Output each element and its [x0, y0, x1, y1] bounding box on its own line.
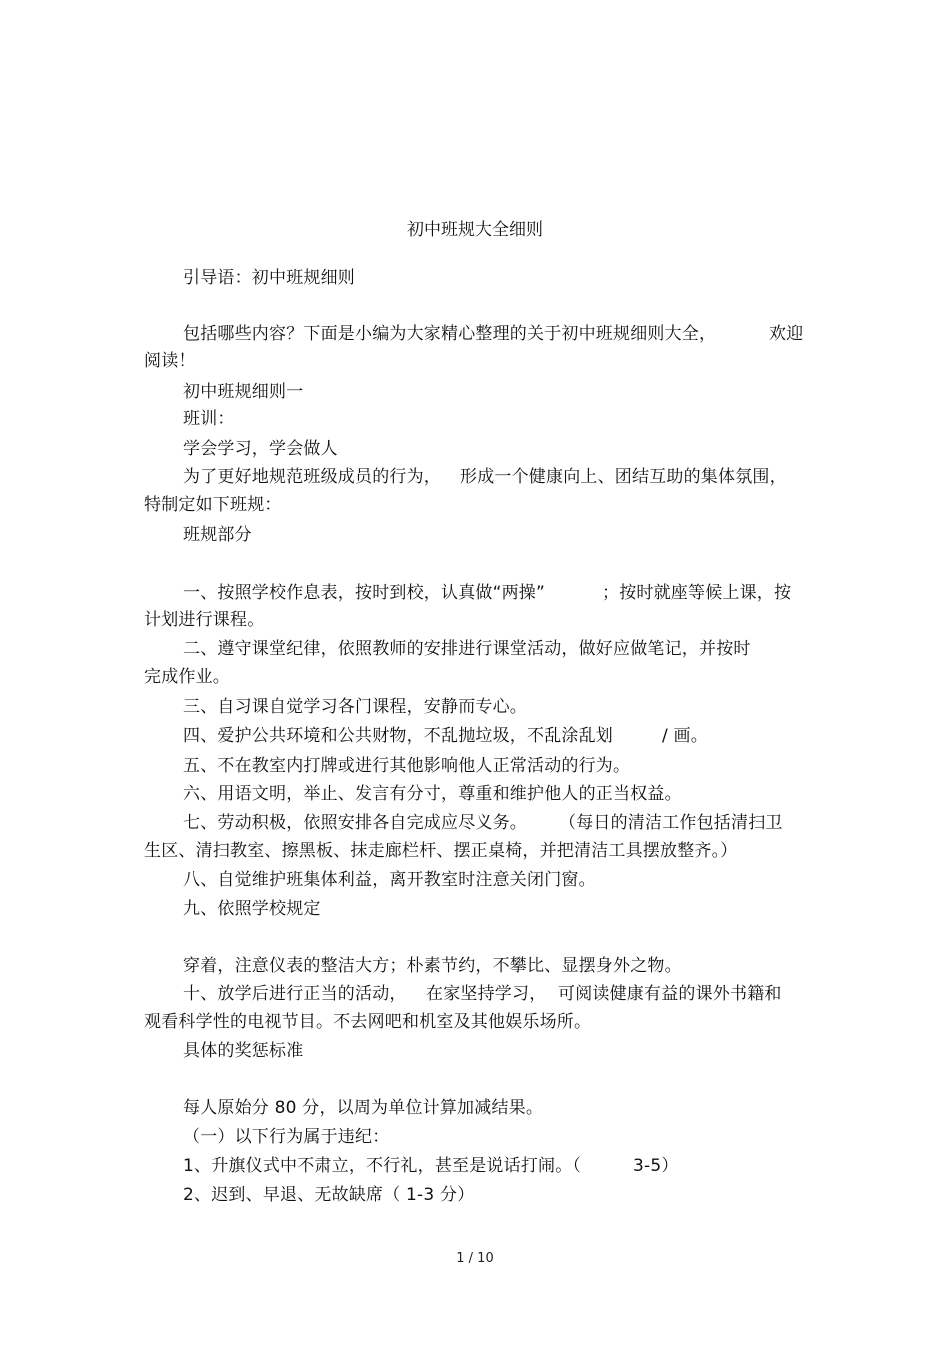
- section-heading: 初中班规细则一: [183, 382, 304, 402]
- rule-item: 生区、清扫教室、擦黑板、抹走廊栏杆、摆正桌椅，并把清洁工具摆放整齐。）: [144, 841, 738, 861]
- rule-item: 观看科学性的电视节目。不去网吧和机室及其他娱乐场所。: [144, 1012, 592, 1032]
- rule-item: ；按时就座等候上课，按: [602, 583, 792, 603]
- rule-item: 八、自觉维护班集体利益，离开教室时注意关闭门窗。: [183, 870, 596, 890]
- rule-item: 一、按照学校作息表，按时到校，认真做“两操”: [183, 583, 546, 603]
- paragraph-line: 特制定如下班规：: [144, 495, 282, 515]
- paragraph-line: 欢迎: [769, 324, 804, 344]
- rule-item: 完成作业。: [144, 667, 230, 687]
- paragraph-line: 阅读！: [144, 351, 196, 371]
- violation-item: 1、升旗仪式中不肃立，不行礼，甚至是说话打闹。（: [183, 1156, 582, 1176]
- intro-line: 引导语：初中班规细则: [183, 268, 355, 288]
- rule-item: 五、不在教室内打牌或进行其他影响他人正常活动的行为。: [183, 756, 631, 776]
- paragraph-line: 为了更好地规范班级成员的行为，: [183, 467, 441, 487]
- paragraph-line: 班训：: [183, 409, 235, 429]
- rule-item: 可阅读健康有益的课外书籍和: [558, 984, 782, 1004]
- violation-item: 3-5）: [633, 1156, 679, 1176]
- violation-item: 2、迟到、早退、无故缺席（ 1-3 分）: [183, 1185, 475, 1205]
- paragraph-line: 形成一个健康向上、团结互助的集体氛围，: [460, 467, 787, 487]
- paragraph-line: （一）以下行为属于违纪：: [183, 1127, 390, 1147]
- rule-item: 十、放学后进行正当的活动，: [183, 984, 407, 1004]
- rule-item: 九、依照学校规定: [183, 899, 321, 919]
- document-title: 初中班规大全细则: [407, 220, 543, 240]
- rule-item: 七、劳动积极，依照安排各自完成应尽义务。: [183, 813, 527, 833]
- paragraph-line: 每人原始分 80 分，以周为单位计算加减结果。: [183, 1098, 544, 1118]
- section-heading: 具体的奖惩标准: [183, 1041, 304, 1061]
- section-heading: 班规部分: [183, 525, 252, 545]
- rule-item: （每日的清洁工作包括清扫卫: [559, 813, 783, 833]
- page-number: 1 / 10: [456, 1251, 494, 1266]
- rule-item: 二、遵守课堂纪律，依照教师的安排进行课堂活动，做好应做笔记，并按时: [183, 639, 751, 659]
- rule-item: 六、用语文明，举止、发言有分寸，尊重和维护他人的正当权益。: [183, 784, 682, 804]
- paragraph-line: 学会学习，学会做人: [183, 439, 338, 459]
- paragraph-line: 包括哪些内容？下面是小编为大家精心整理的关于初中班规细则大全，: [183, 324, 717, 344]
- rule-item: 三、自习课自觉学习各门课程，安静而专心。: [183, 697, 527, 717]
- rule-item: 四、爱护公共环境和公共财物，不乱抛垃圾，不乱涂乱划: [183, 726, 613, 746]
- rule-item: 在家坚持学习，: [426, 984, 547, 1004]
- rule-item: 穿着，注意仪表的整洁大方；朴素节约，不攀比、显摆身外之物。: [183, 956, 682, 976]
- rule-item: 计划进行课程。: [144, 610, 265, 630]
- rule-item: / 画。: [662, 726, 708, 746]
